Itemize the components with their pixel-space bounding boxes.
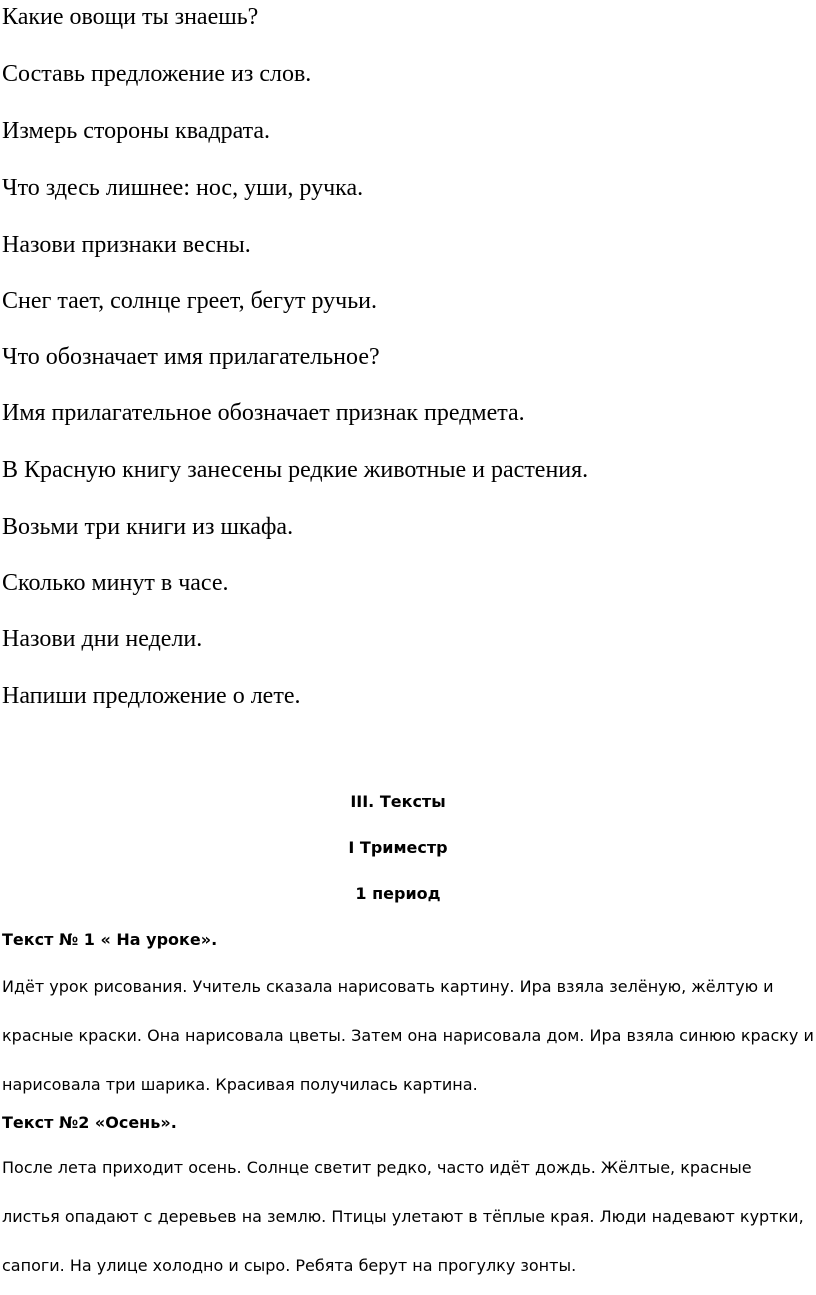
question-line-2: Составь предложение из слов. bbox=[2, 61, 312, 87]
question-line-4: Что здесь лишнее: нос, уши, ручка. bbox=[2, 175, 364, 201]
question-line-7: Что обозначает имя прилагательное? bbox=[2, 344, 380, 370]
text-2-body: После лета приходит осень. Солнце светит редко, часто идёт дождь. Жёлтые, красные листья опадают с деревьев на землю. Птицы улетают в тёплые края. Люди надевают куртки, сапоги. На улице холодно и сыро. Ребята берут на прогулку зонты. bbox=[2, 1158, 804, 1275]
question-line-10: Возьми три книги из шкафа. bbox=[2, 514, 294, 540]
trimester-heading: I Триместр bbox=[348, 838, 448, 857]
question-line-1: Какие овощи ты знаешь? bbox=[2, 4, 259, 30]
text-1-title: Текст № 1 « На уроке». bbox=[2, 930, 218, 949]
question-line-11: Сколько минут в часе. bbox=[2, 570, 229, 596]
text-1-body: Идёт урок рисования. Учитель сказала нарисовать картину. Ира взяла зелёную, жёлтую и красные краски. Она нарисовала цветы. Затем она нарисовала дом. Ира взяла синюю краску и нарисовала три шарика. Красивая получилась картина. bbox=[2, 977, 814, 1094]
text-2-title: Текст №2 «Осень». bbox=[2, 1113, 177, 1132]
question-line-9: В Красную книгу занесены редкие животные и растения. bbox=[2, 457, 589, 483]
period-heading: 1 период bbox=[355, 884, 441, 903]
section-heading: III. Тексты bbox=[350, 792, 446, 811]
question-line-8: Имя прилагательное обозначает признак предмета. bbox=[2, 400, 525, 426]
question-line-13: Напиши предложение о лете. bbox=[2, 683, 301, 709]
question-line-12: Назови дни недели. bbox=[2, 626, 203, 652]
question-line-6: Снег тает, солнце греет, бегут ручьи. bbox=[2, 288, 378, 314]
question-line-5: Назови признаки весны. bbox=[2, 232, 251, 258]
question-line-3: Измерь стороны квадрата. bbox=[2, 118, 271, 144]
